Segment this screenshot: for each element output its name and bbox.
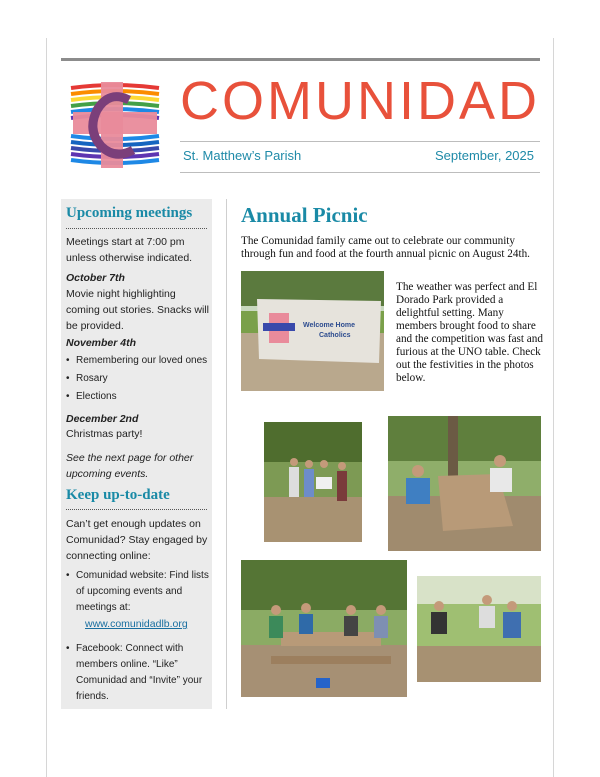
event-date: November 4th	[66, 337, 137, 349]
event-date: December 2nd	[66, 413, 139, 425]
website-bullet: • Comunidad website: Find lists of upcoming events and meetings at:	[66, 568, 211, 616]
parish-name: St. Matthew’s Parish	[183, 148, 302, 163]
seated-group-photo	[417, 576, 541, 682]
masthead-title: COMUNIDAD	[180, 71, 540, 131]
event-desc: Movie night highlighting coming out stories. Snacks will be provided.	[66, 288, 209, 332]
group-photo	[264, 422, 362, 542]
issue-date: September, 2025	[434, 148, 534, 163]
list-item: • Remembering our loved ones	[66, 353, 211, 369]
article-title: Annual Picnic	[241, 203, 368, 227]
top-rule	[61, 58, 540, 61]
website-link[interactable]: www.comunidadlb.org	[85, 618, 188, 630]
meetings-intro: Meetings start at 7:00 pm unless otherwise indicated.	[66, 236, 193, 264]
article-body: The weather was perfect and El Dorado Park provided a delightful setting. Many members brought food to share and the competition was fast and furious at the UNO table. Check out the festivities in the photos below.	[396, 281, 543, 384]
banner-photo	[241, 271, 384, 391]
updates-intro: Can’t get enough updates on Comunidad? Stay engaged by connecting online:	[66, 518, 208, 562]
list-item: • Elections	[66, 389, 211, 405]
meetings-note: See the next page for other upcoming events.	[66, 452, 194, 480]
list-item: • Rosary	[66, 371, 211, 387]
page-border-left	[46, 38, 47, 777]
article-intro: The Comunidad family came out to celebrate our community through fun and food at the fourth annual picnic on August 24th.	[241, 235, 530, 260]
uno-table-photo	[388, 416, 541, 551]
food-table-photo	[241, 560, 407, 697]
event-desc: Christmas party!	[66, 428, 143, 440]
updates-heading: Keep up-to-date	[66, 487, 170, 503]
column-divider	[226, 199, 227, 709]
event-date: October 7th	[66, 272, 125, 284]
comunidad-logo	[69, 80, 161, 170]
meetings-heading: Upcoming meetings	[66, 205, 193, 221]
updates-heading-rule	[66, 509, 207, 510]
facebook-bullet: • Facebook: Connect with members online. “Like” Comunidad and “Invite” your friends.	[66, 641, 211, 705]
meetings-heading-rule	[66, 228, 207, 229]
masthead-rule-top	[180, 141, 540, 142]
page-border-right	[553, 38, 554, 777]
sidebar	[61, 199, 212, 709]
banner-text-line2: Catholics	[319, 332, 351, 339]
masthead-rule-bottom	[180, 172, 540, 173]
banner-text-line1: Welcome Home	[303, 322, 355, 329]
